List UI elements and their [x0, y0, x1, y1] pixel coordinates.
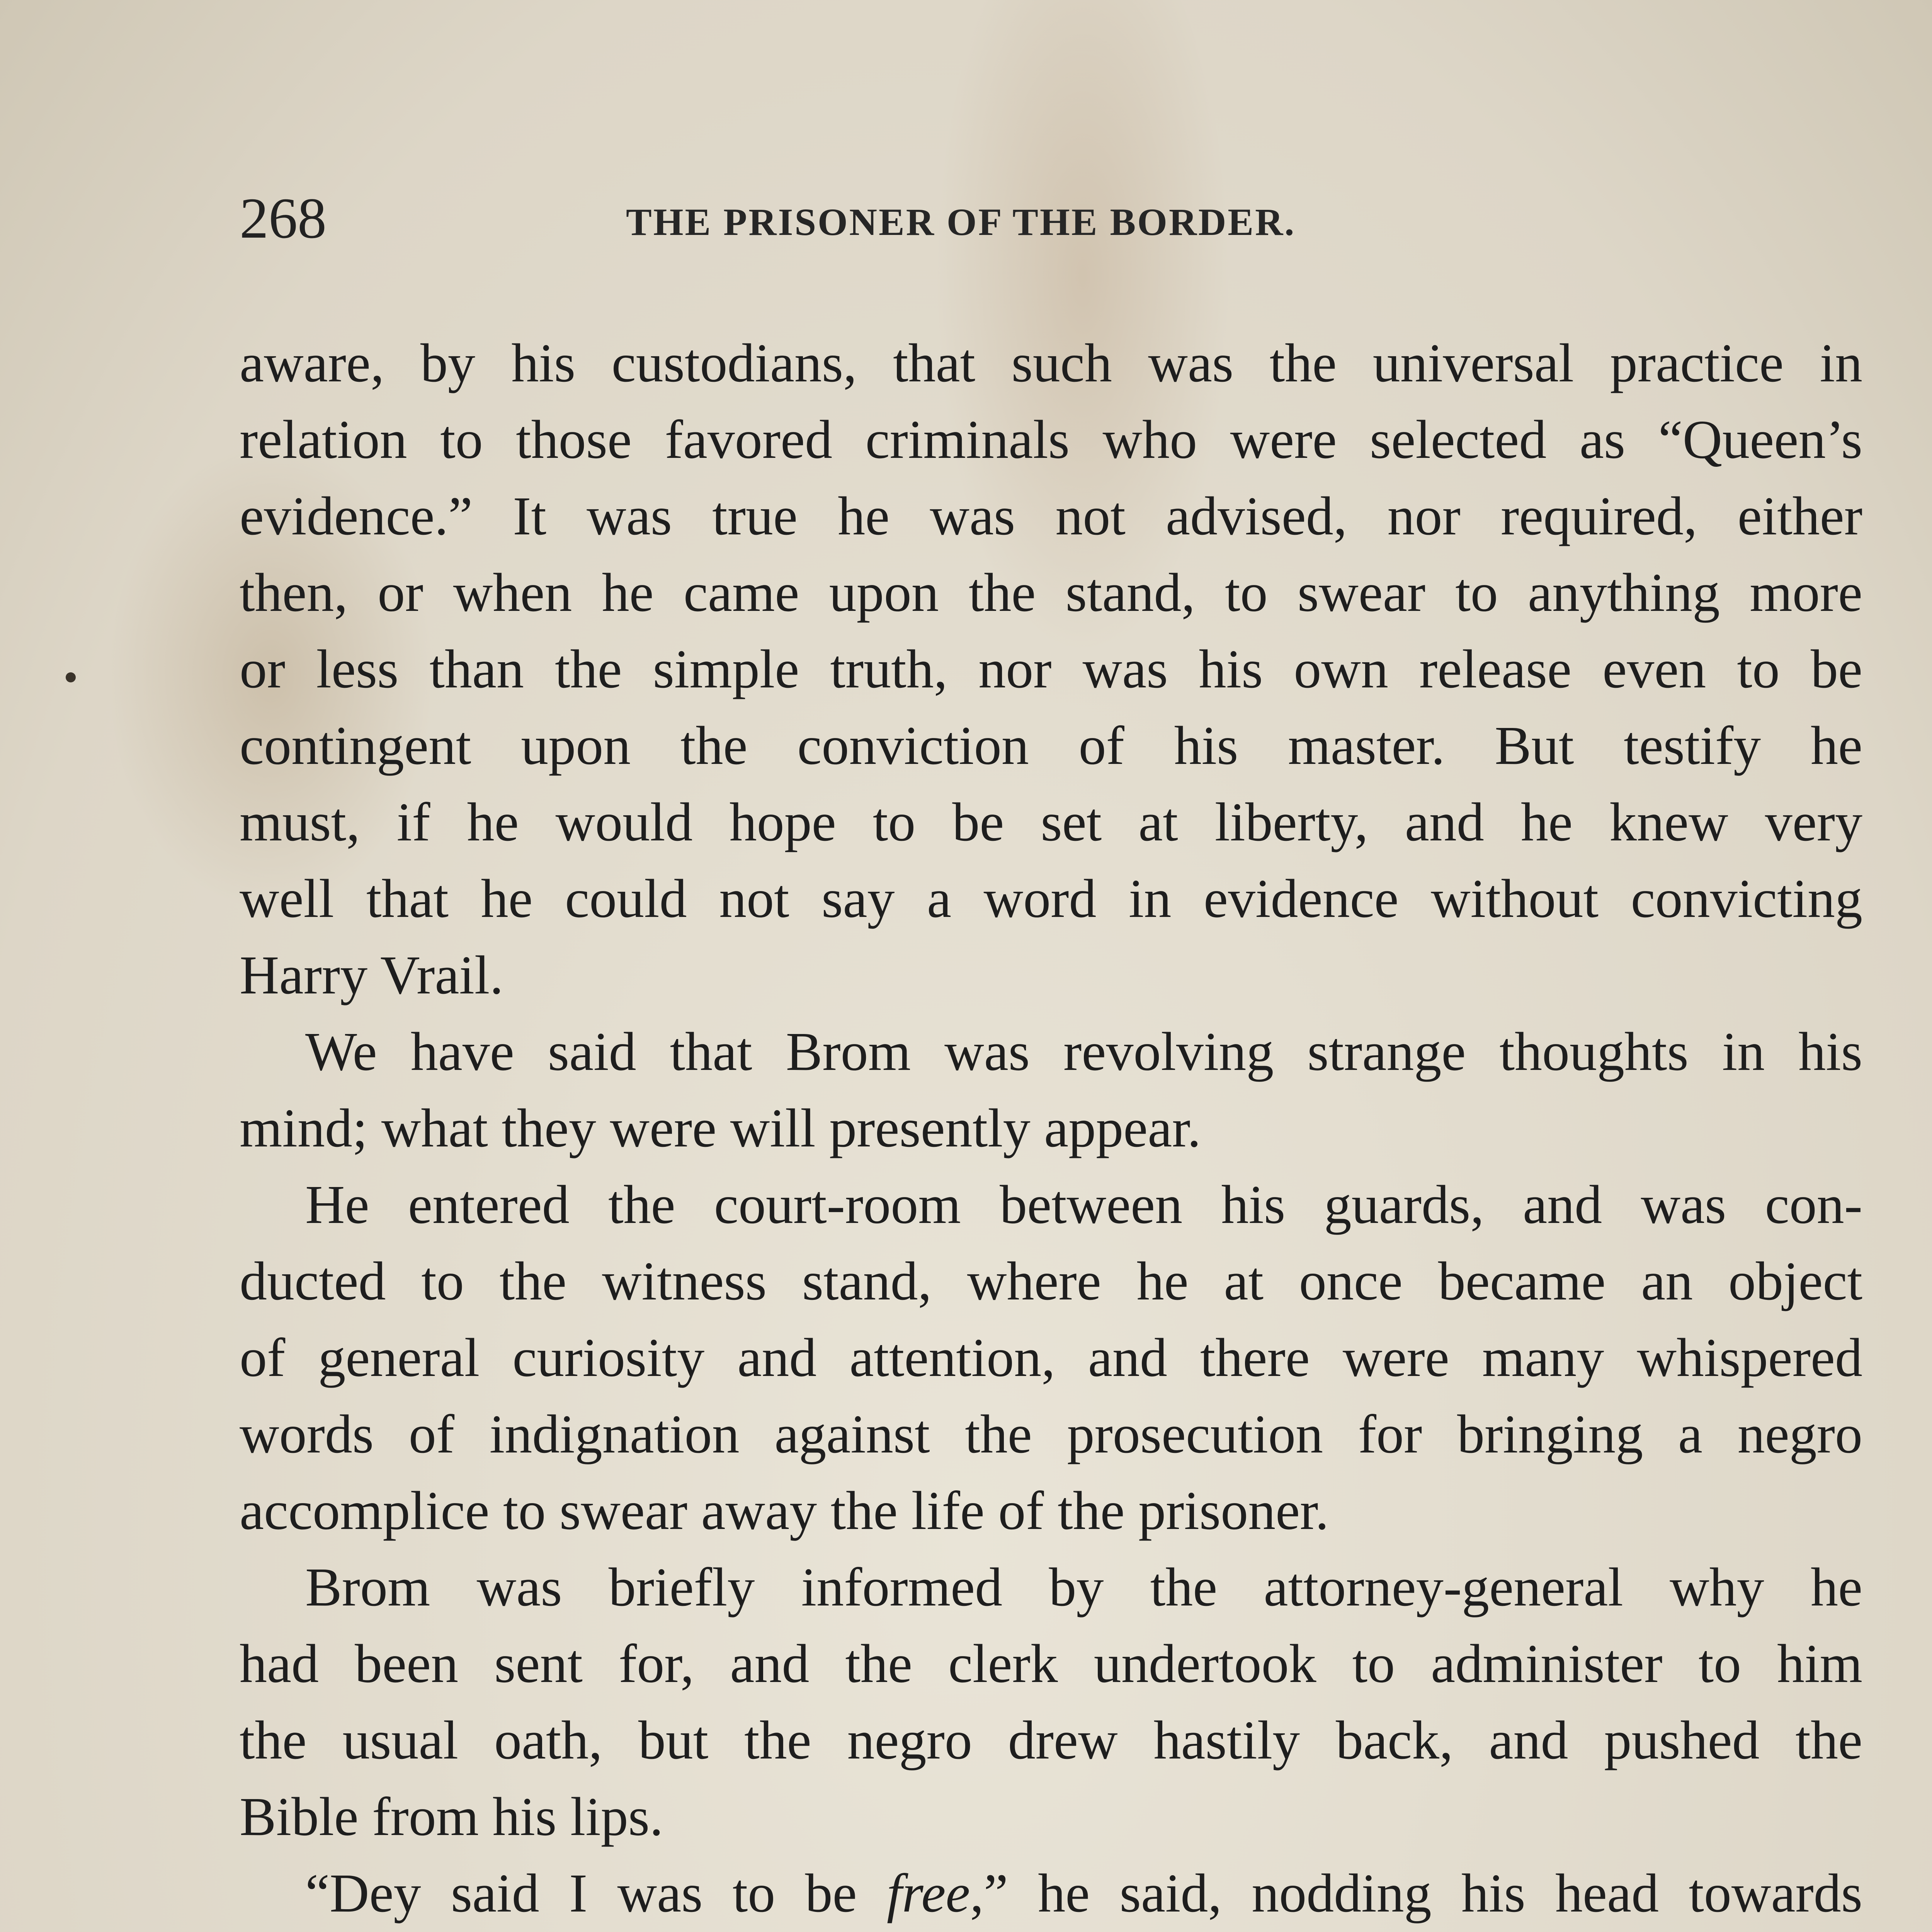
- text-line: had been sent for, and the clerk undertook to administer to him: [240, 1633, 1862, 1694]
- running-title: THE PRISONER OF THE BORDER.: [626, 201, 1296, 243]
- text-line: mind; what they were will presently appear.: [240, 1097, 1201, 1158]
- text-line: We have said that Brom was revolving strange thoughts in his: [305, 1021, 1862, 1082]
- text-line: Brom was briefly informed by the attorney-general why he: [305, 1556, 1862, 1617]
- text-line: of general curiosity and attention, and there were many whispered: [240, 1327, 1862, 1388]
- text-line: or less than the simple truth, nor was his own release even to be: [240, 638, 1862, 699]
- text-line: contingent upon the conviction of his master. But testify he: [240, 715, 1862, 776]
- running-head: [240, 185, 1862, 251]
- text-segment: ,” he said, nodding his head towards: [970, 1862, 1862, 1923]
- text-segment: “Dey said I was to be: [305, 1862, 887, 1923]
- text-line: [240, 1855, 1862, 1931]
- text-line: well that he could not say a word in evidence without convicting: [240, 868, 1862, 929]
- text-line: then, or when he came upon the stand, to swear to anything more: [240, 562, 1862, 623]
- text-line: Harry Vrail.: [240, 944, 503, 1005]
- text-line: ducted to the witness stand, where he at once became an object: [240, 1250, 1862, 1311]
- text-line: accomplice to swear away the life of the prisoner.: [240, 1480, 1329, 1541]
- text-line: words of indignation against the prosecution for bringing a negro: [240, 1403, 1862, 1464]
- text-line: He entered the court-room between his guards, and was con-: [305, 1174, 1862, 1235]
- ink-speck: [66, 672, 76, 682]
- text-line: Bible from his lips.: [240, 1786, 663, 1847]
- body-text: [240, 325, 1862, 1932]
- italic-word: free: [886, 1862, 970, 1923]
- text-line: must, if he would hope to be set at liberty, and he knew very: [240, 791, 1862, 852]
- page-number: 268: [240, 186, 327, 250]
- text-line: aware, by his custodians, that such was the universal practice in: [240, 332, 1862, 393]
- text-line: relation to those favored criminals who were selected as “Queen’s: [240, 409, 1862, 470]
- text-line: evidence.” It was true he was not advised, nor required, either: [240, 485, 1862, 546]
- text-line: the usual oath, but the negro drew hastily back, and pushed the: [240, 1709, 1862, 1770]
